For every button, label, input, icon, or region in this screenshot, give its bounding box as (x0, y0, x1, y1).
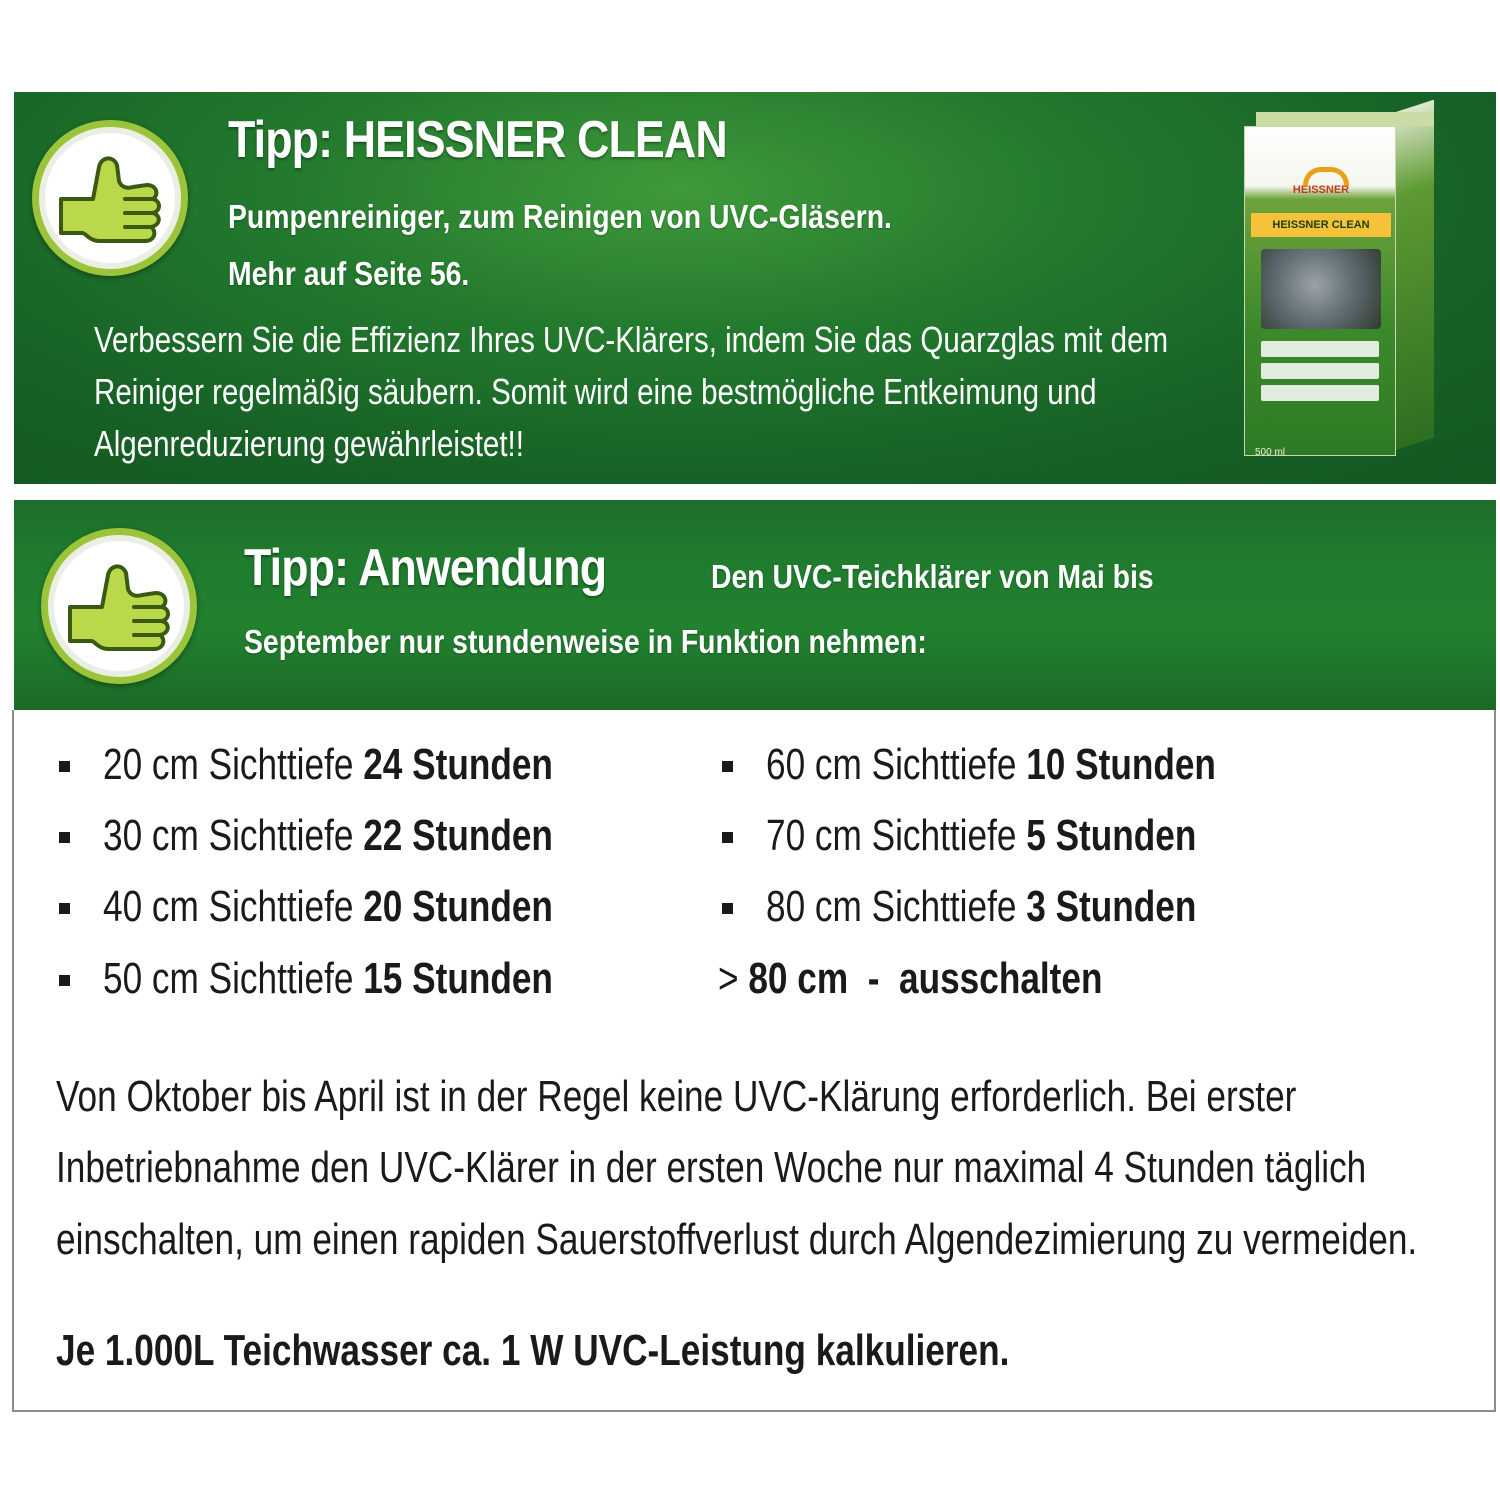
tip-subtitle-line2: September nur stundenweise in Funktion nehmen: (244, 623, 927, 660)
product-box-front (1244, 126, 1396, 456)
bullet-marker (59, 903, 70, 914)
thumbs-up-icon (41, 528, 197, 684)
tip-anwendung-banner (14, 500, 1496, 710)
bullet-marker (722, 903, 733, 914)
schedule-item-switch-off: > 80 cm - ausschalten (718, 954, 1103, 1003)
tip-title: Tipp: Anwendung (244, 539, 607, 597)
tip-body-line3: Algenreduzierung gewährleistet!! (94, 423, 524, 464)
calculation-note: Je 1.000L Teichwasser ca. 1 W UVC-Leistung kalkulieren. (56, 1326, 1010, 1375)
notes-line2: Inbetriebnahme den UVC-Klärer in der ersten Woche nur maximal 4 Stunden täglich (56, 1143, 1367, 1192)
tip-body-line2: Reiniger regelmäßig säubern. Somit wird eine bestmögliche Entkeimung und (94, 371, 1097, 412)
bullet-marker (59, 832, 70, 843)
product-name: HEISSNER CLEAN (1251, 213, 1391, 237)
schedule-item: 40 cm Sichttiefe 20 Stunden (103, 882, 553, 931)
product-volume: 500 ml (1255, 447, 1286, 458)
usage-content-panel (12, 710, 1496, 1412)
bullet-marker (59, 761, 70, 772)
bullet-marker (59, 975, 70, 986)
product-feature-lines (1261, 341, 1379, 407)
bullet-marker (722, 832, 733, 843)
product-box-image (1244, 112, 1440, 464)
notes-line1: Von Oktober bis April ist in der Regel keine UVC-Klärung erforderlich. Bei erster (56, 1072, 1297, 1121)
tip-subtitle-line1: Den UVC-Teichklärer von Mai bis (711, 558, 1154, 595)
tip-subtitle-line1: Pumpenreiniger, zum Reinigen von UVC-Gläsern. (228, 198, 892, 235)
tip-title: Tipp: HEISSNER CLEAN (228, 111, 727, 169)
product-photo (1261, 249, 1381, 329)
notes-line3: einschalten, um einen rapiden Sauerstoffverlust durch Algendezimierung zu vermeiden. (56, 1215, 1418, 1264)
product-box-top (1256, 112, 1434, 126)
schedule-item: 30 cm Sichttiefe 22 Stunden (103, 811, 553, 860)
schedule-item: 80 cm Sichttiefe 3 Stunden (766, 882, 1197, 931)
schedule-item: 70 cm Sichttiefe 5 Stunden (766, 811, 1197, 860)
schedule-item: 60 cm Sichttiefe 10 Stunden (766, 740, 1216, 789)
bullet-marker (722, 761, 733, 772)
schedule-item: 20 cm Sichttiefe 24 Stunden (103, 740, 553, 789)
tip-body-line1: Verbessern Sie die Effizienz Ihres UVC-Klärers, indem Sie das Quarzglas mit dem (94, 319, 1169, 360)
schedule-item: 50 cm Sichttiefe 15 Stunden (103, 954, 553, 1003)
thumbs-up-icon (32, 120, 188, 276)
tip-heissner-clean-banner (14, 92, 1496, 484)
product-brand: HEISSNER (1273, 179, 1369, 201)
tip-subtitle-line2: Mehr auf Seite 56. (228, 255, 470, 292)
product-box-side (1396, 100, 1434, 450)
